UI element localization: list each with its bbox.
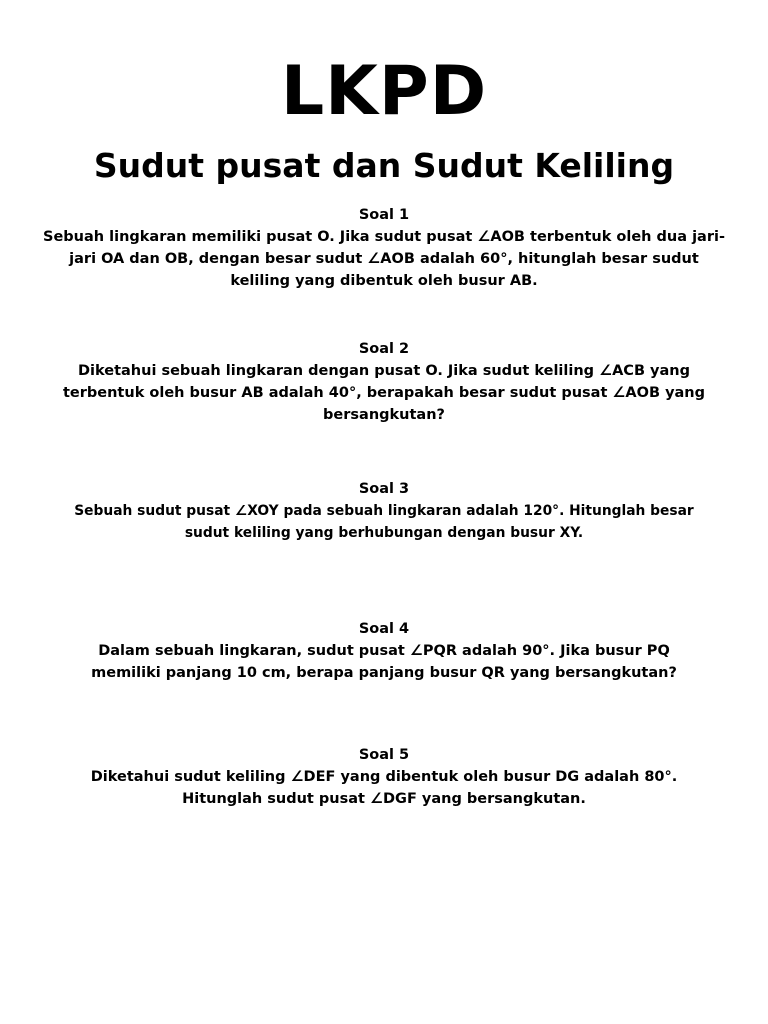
question-text: Dalam sebuah lingkaran, sudut pusat ∠PQR adalah 90°. Jika busur PQ memiliki panjang 10 cm, berapa panjang busur QR yang bersangkutan?: [91, 643, 677, 681]
question-text: Diketahui sudut keliling ∠DEF yang dibentuk oleh busur DG adalah 80°. Hitunglah sudut pusat ∠DGF yang bersangkutan.: [90, 769, 678, 807]
question-text: Diketahui sebuah lingkaran dengan pusat O. Jika sudut keliling ∠ACB yang terbentuk oleh busur AB adalah 40°, berapakah besar sudut pusat ∠AOB yang bersangkutan?: [62, 363, 706, 423]
page-subtitle: Sudut pusat dan Sudut Keliling: [93, 146, 675, 185]
question-2: [40, 338, 728, 426]
question-3: [40, 478, 728, 544]
question-label: Soal 2: [358, 341, 410, 357]
question-text: Sebuah sudut pusat ∠XOY pada sebuah lingkaran adalah 120°. Hitunglah besar sudut keliling yang berhubungan dengan busur XY.: [74, 503, 694, 541]
question-5: [40, 744, 728, 810]
question-1: [40, 204, 728, 292]
page-title: LKPD: [280, 52, 488, 131]
question-text: Sebuah lingkaran memiliki pusat O. Jika sudut pusat ∠AOB terbentuk oleh dua jari-jari OA dan OB, dengan besar sudut ∠AOB adalah 60°, hitunglah besar sudut keliling yang dibentuk oleh busur AB.: [43, 229, 725, 289]
question-label: Soal 3: [358, 481, 410, 497]
question-4: [40, 618, 728, 684]
question-label: Soal 4: [358, 621, 410, 637]
question-label: Soal 1: [358, 207, 410, 223]
question-label: Soal 5: [358, 747, 410, 763]
